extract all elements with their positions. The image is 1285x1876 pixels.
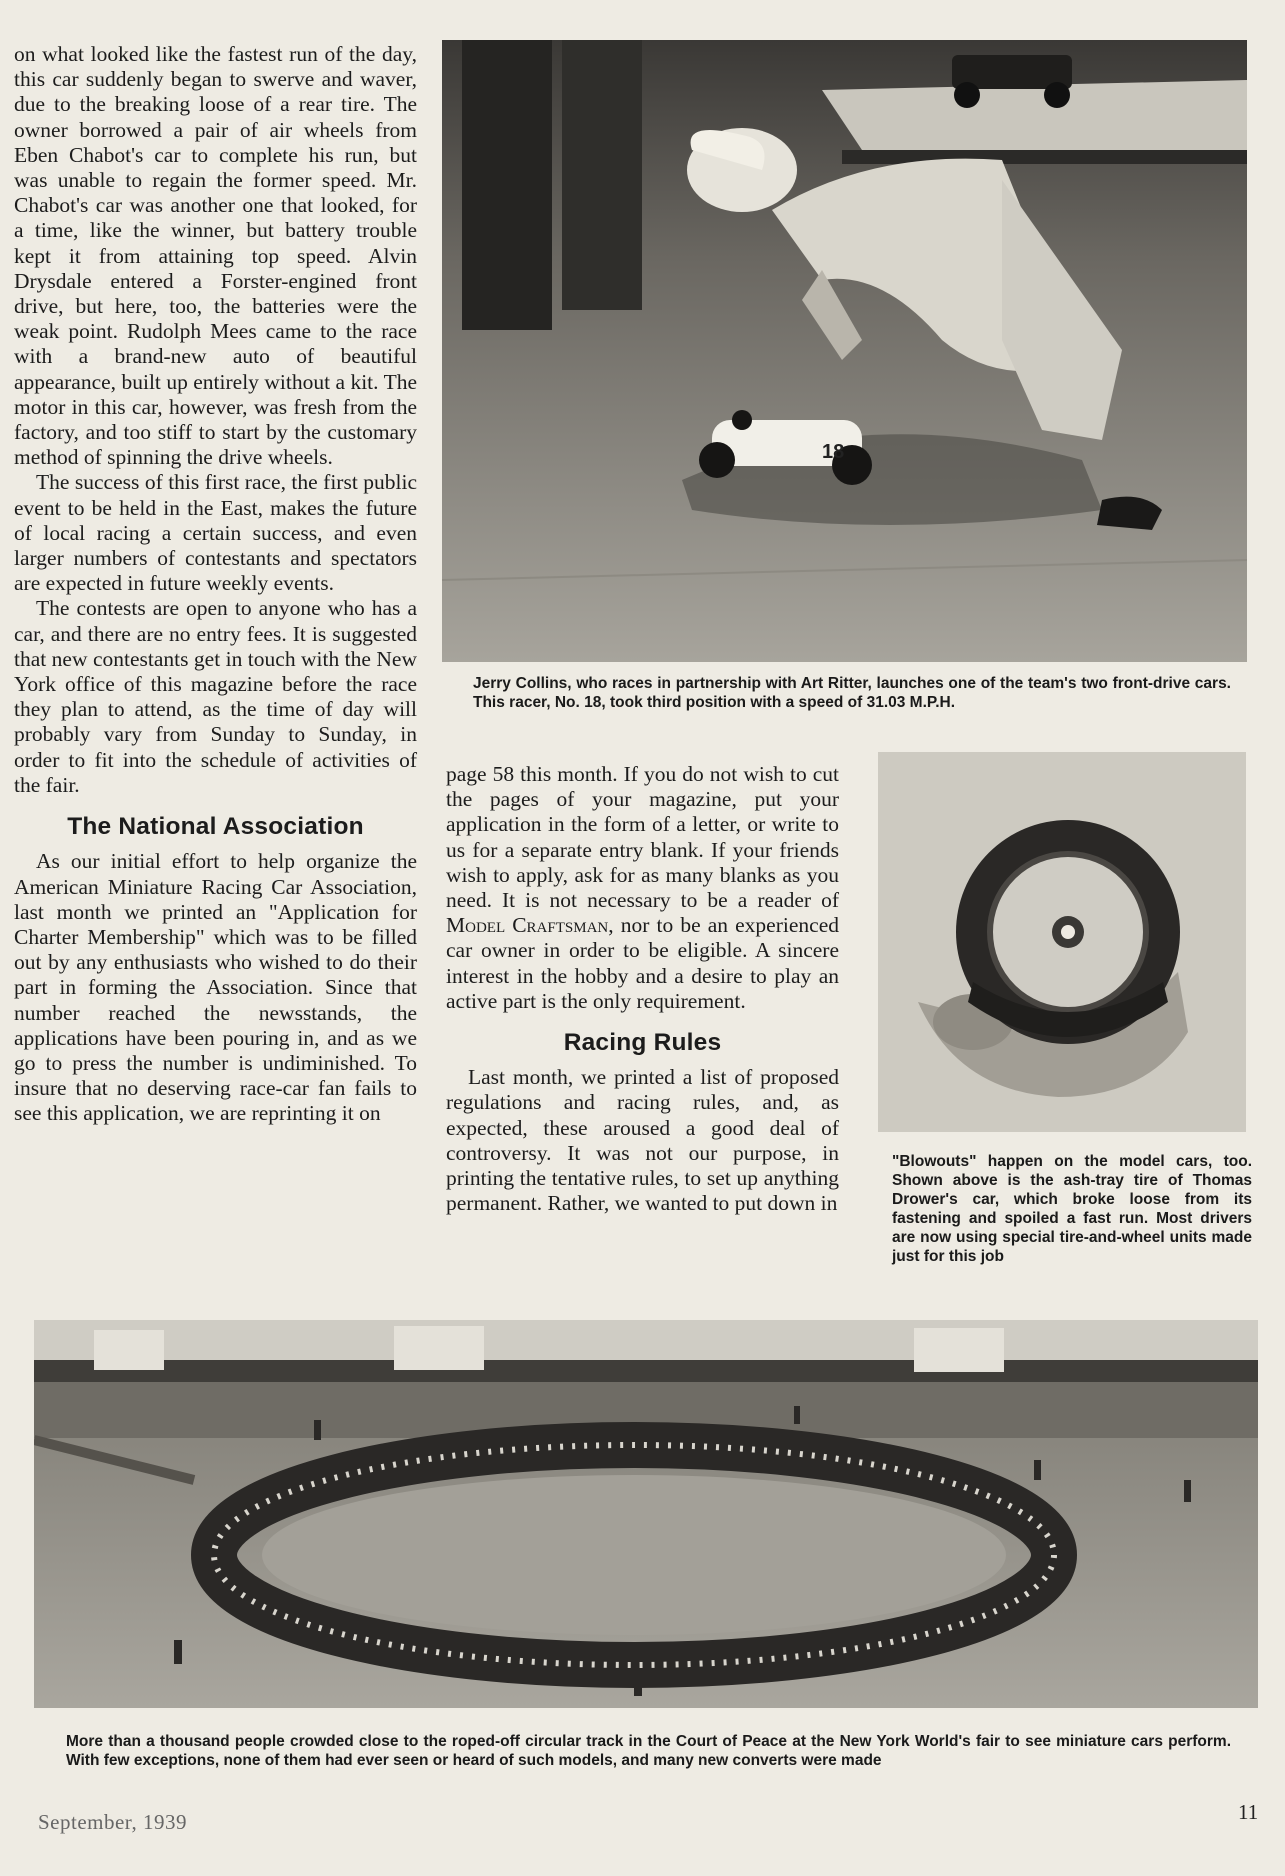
paragraph: on what looked like the fastest run of the day, this car suddenly began to swerve and waver, due to the breaking loose of a rear tire. The owner borrowed a pair of air wheels from Eben Chabot's car to complete his run, but was unable to regain the former speed. Mr. Chabot's car was another one that looked, for a time, like the winner, but battery trouble kept it from attaining top speed. Alvin Drysdale entered a Forster-engined front drive, but here, too, the batteries were the weak point. Rudolph Mees came to the race with a brand-new auto of beautiful appearance, built up entirely without a kit. The motor in this car, however, was fresh from the factory, and too stiff to start by the customary method of spinning the drive wheels. bbox=[14, 42, 417, 470]
section-heading: The National Association bbox=[67, 813, 364, 841]
photo-caption: More than a thousand people crowded close to the roped-off circular track in the Court of Peace at the New York World's fair to see miniature cars perform. With few exceptions, none of them had ever seen or heard of such models, and many new converts were made bbox=[66, 1733, 1231, 1769]
paragraph: As our initial effort to help organize the American Miniature Racing Car Association, last month we printed an "Application for Charter Membership" which was to be filled out by any enthusiasts who wished to do their part in forming the Association. Since that number reached the newsstands, the applications have been pouring in, and as we go to press the number is undiminished. To insure that no deserving race-car fan fails to see this application, we are reprinting it on bbox=[14, 849, 417, 1126]
paragraph: Last month, we printed a list of proposed regulations and racing rules, and, as expected, these aroused a good deal of controversy. It was not our purpose, in printing the tentative rules, to set up anything permanent. Rather, we wanted to put down in bbox=[446, 1065, 839, 1216]
magazine-name: Model Craftsman bbox=[446, 913, 609, 938]
left-text-column bbox=[14, 42, 417, 1127]
crowd-track-photo bbox=[34, 1320, 1258, 1708]
paragraph-text: page 58 this month. If you do not wish to cut the pages of your magazine, put your application in the form of a letter, or write to us for a separate entry blank. If your friends wish to apply, ask for as many blanks as you need. It is not necessary to be a reader of bbox=[446, 762, 839, 913]
paragraph bbox=[446, 762, 839, 1014]
racer-launch-photo bbox=[442, 40, 1247, 662]
car-number-label: 18 bbox=[822, 441, 845, 463]
paragraph: The success of this first race, the first public event to be held in the East, makes the future of local racing a certain success, and even larger numbers of contestants and spectators are expected in future weekly events. bbox=[14, 470, 417, 596]
middle-text-column bbox=[446, 762, 839, 1216]
photo-caption: "Blowouts" happen on the model cars, too. Shown above is the ash-tray tire of Thomas Drower's car, which broke loose from its fastening and spoiled a fast run. Most drivers are now using special tire-and-wheel units made just for this job bbox=[892, 1153, 1252, 1265]
issue-date: September, 1939 bbox=[38, 1810, 187, 1834]
section-heading: Racing Rules bbox=[563, 1029, 722, 1057]
photo-caption: Jerry Collins, who races in partnership with Art Ritter, launches one of the team's two front-drive cars. This racer, No. 18, took third position with a speed of 31.03 M.P.H. bbox=[473, 675, 1231, 711]
paragraph: The contests are open to anyone who has a car, and there are no entry fees. It is suggested that new contestants get in touch with the New York office of this magazine before the race they plan to attend, as the time of day will probably vary from Sunday to Sunday, in order to fit into the schedule of activities of the fair. bbox=[14, 596, 417, 797]
tire-photo bbox=[878, 752, 1246, 1132]
paragraph-text: , nor to be an experienced car owner in order to be eligible. A sincere interest in the hobby and a desire to play an active part is the only requirement. bbox=[446, 913, 839, 1013]
page-number: 11 bbox=[1238, 1800, 1259, 1824]
